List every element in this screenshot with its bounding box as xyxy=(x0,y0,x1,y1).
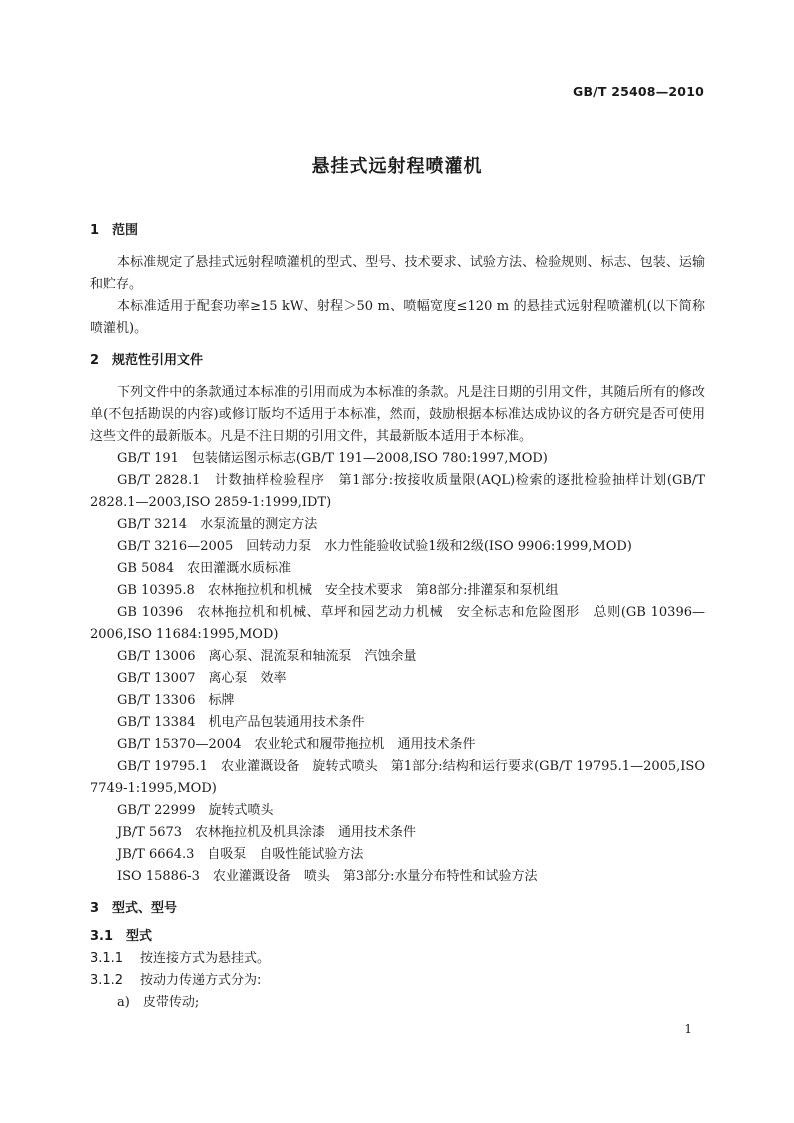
subsection-number: 3.1 xyxy=(90,929,114,944)
section-title: 规范性引用文件 xyxy=(112,353,204,368)
page-number: 1 xyxy=(684,1022,692,1036)
reference-item: GB/T 13006 离心泵、混流泵和轴流泵 汽蚀余量 xyxy=(117,649,417,664)
section-number: 1 xyxy=(90,223,100,238)
reference-item: GB/T 22999 旋转式喷头 xyxy=(117,803,274,818)
reference-item: GB 10396 农林拖拉机和机械、草坪和园艺动力机械 安全标志和危险图形 总则(GB 10396—2006,ISO 11684:1995,MOD) xyxy=(90,605,705,642)
reference-item: GB/T 15370—2004 农业轮式和履带拖拉机 通用技术条件 xyxy=(117,737,476,752)
section-title: 型式、型号 xyxy=(112,901,178,916)
section-number: 3 xyxy=(90,901,100,916)
section-title: 范围 xyxy=(112,223,139,238)
list-item: a) 皮带传动; xyxy=(117,995,200,1010)
reference-item: GB/T 19795.1 农业灌溉设备 旋转式喷头 第1部分:结构和运行要求(GB/T 19795.1—2005,ISO 7749-1:1995,MOD) xyxy=(90,759,705,796)
reference-item: GB 5084 农田灌溉水质标准 xyxy=(117,561,292,576)
reference-item: GB/T 13384 机电产品包装通用技术条件 xyxy=(117,715,365,730)
subsection-heading xyxy=(90,926,705,948)
reference-item: GB/T 3214 水泵流量的测定方法 xyxy=(117,517,318,532)
clause-number: 3.1.1 xyxy=(90,951,124,966)
section-number: 2 xyxy=(90,353,100,368)
reference-item: JB/T 5673 农林拖拉机及机具涂漆 通用技术条件 xyxy=(117,825,417,840)
clause-text: 按连接方式为悬挂式。 xyxy=(140,951,271,966)
section-2-heading xyxy=(90,350,705,372)
clause xyxy=(90,970,705,992)
clause xyxy=(90,948,705,970)
paragraph: 本标准适用于配套功率≥15 kW、射程＞50 m、喷幅宽度≤120 m 的悬挂式远射程喷灌机(以下简称喷灌机)。 xyxy=(90,299,705,336)
reference-item: GB/T 2828.1 计数抽样检验程序 第1部分:按接收质量限(AQL)检索的逐批检验抽样计划(GB/T 2828.1—2003,ISO 2859-1:1999,IDT) xyxy=(90,473,705,510)
paragraph: 本标准规定了悬挂式远射程喷灌机的型式、型号、技术要求、试验方法、检验规则、标志、包装、运输和贮存。 xyxy=(90,255,705,292)
reference-item: GB/T 13306 标牌 xyxy=(117,693,235,708)
reference-item: ISO 15886-3 农业灌溉设备 喷头 第3部分:水量分布特性和试验方法 xyxy=(117,869,538,884)
section-1-heading xyxy=(90,220,705,242)
reference-item: GB/T 3216—2005 回转动力泵 水力性能验收试验1级和2级(ISO 9906:1999,MOD) xyxy=(117,539,632,554)
document-body xyxy=(90,220,705,1014)
reference-item: GB 10395.8 农林拖拉机和机械 安全技术要求 第8部分:排灌泵和泵机组 xyxy=(117,583,559,598)
reference-item: GB/T 191 包装储运图示标志(GB/T 191—2008,ISO 780:1997,MOD) xyxy=(117,451,548,466)
section-3-heading xyxy=(90,898,705,920)
document-title: 悬挂式远射程喷灌机 xyxy=(311,156,483,177)
clause-text: 按动力传递方式分为: xyxy=(140,973,262,988)
paragraph: 下列文件中的条款通过本标准的引用而成为本标准的条款。凡是注日期的引用文件，其随后所有的修改单(不包括勘误的内容)或修订版均不适用于本标准，然而，鼓励根据本标准达成协议的各方研究是否可使用这些文件的最新版本。凡是不注日期的引用文件，其最新版本适用于本标准。 xyxy=(90,385,705,444)
standard-code: GB/T 25408—2010 xyxy=(572,84,704,99)
subsection-title: 型式 xyxy=(126,929,153,944)
clause-number: 3.1.2 xyxy=(90,973,124,988)
reference-item: JB/T 6664.3 自吸泵 自吸性能试验方法 xyxy=(117,847,364,862)
reference-item: GB/T 13007 离心泵 效率 xyxy=(117,671,287,686)
